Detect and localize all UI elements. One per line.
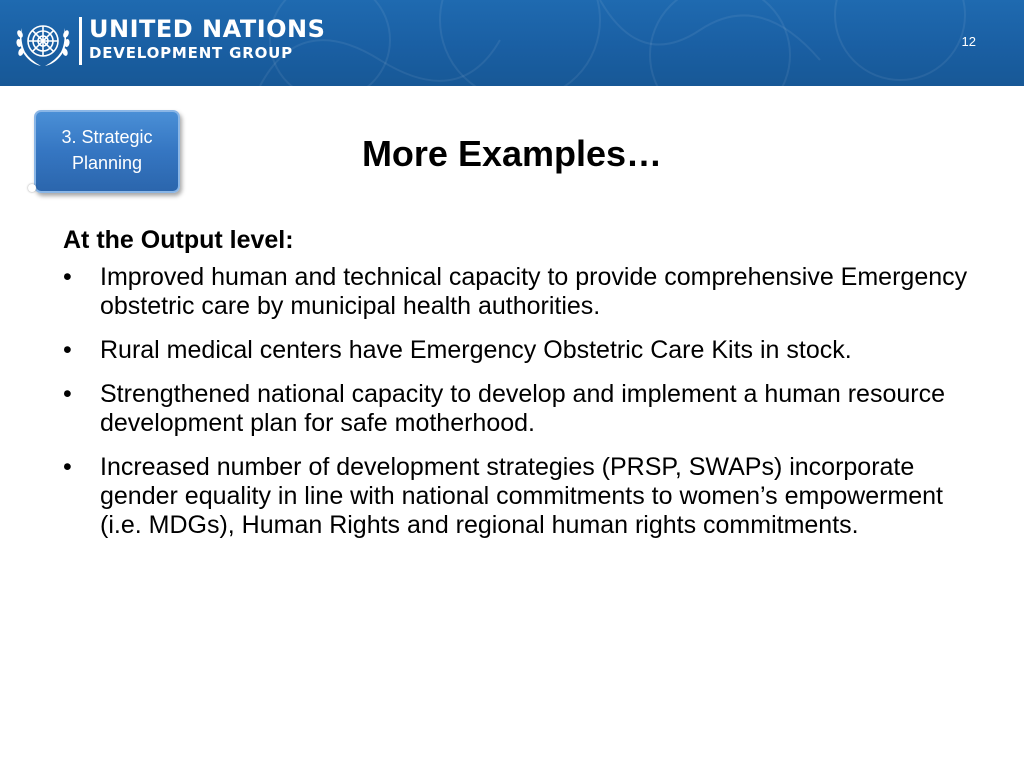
org-name-line2: DEVELOPMENT GROUP <box>89 44 293 62</box>
slide-number: 12 <box>961 34 976 49</box>
bullet-text: Rural medical centers have Emergency Obstetric Care Kits in stock. <box>100 336 852 364</box>
bullet-item <box>63 263 983 321</box>
bullet-icon: • <box>63 263 72 291</box>
header-divider <box>79 17 82 65</box>
header-pattern <box>0 0 1024 86</box>
org-name-line1: UNITED NATIONS <box>89 15 326 43</box>
section-tab-line2: Planning <box>71 153 143 173</box>
header-banner <box>0 0 1024 86</box>
bullet-icon: • <box>63 453 72 481</box>
intro-heading: At the Output level: <box>63 226 294 254</box>
section-tab-line1: 3. Strategic <box>61 127 153 147</box>
slide-title: More Examples… <box>361 133 663 174</box>
bullet-icon: • <box>63 336 72 364</box>
un-emblem-icon <box>14 16 72 70</box>
bullet-text: Improved human and technical capacity to provide comprehensive Emergency obstetric care by municipal health authorities. <box>100 263 968 320</box>
bullet-item <box>63 380 983 438</box>
bullet-text: Increased number of development strategies (PRSP, SWAPs) incorporate gender equality in line with national commitments to women’s empowerment (i.e. MDGs), Human Rights and regional human rights commitments. <box>100 453 944 539</box>
bullet-text: Strengthened national capacity to develop and implement a human resource development plan for safe motherhood. <box>100 380 945 437</box>
bullet-list <box>63 263 983 540</box>
slide-content <box>63 222 983 555</box>
bullet-item <box>63 336 983 365</box>
bullet-icon: • <box>63 380 72 408</box>
tab-knob <box>28 184 36 192</box>
bullet-item <box>63 453 983 540</box>
